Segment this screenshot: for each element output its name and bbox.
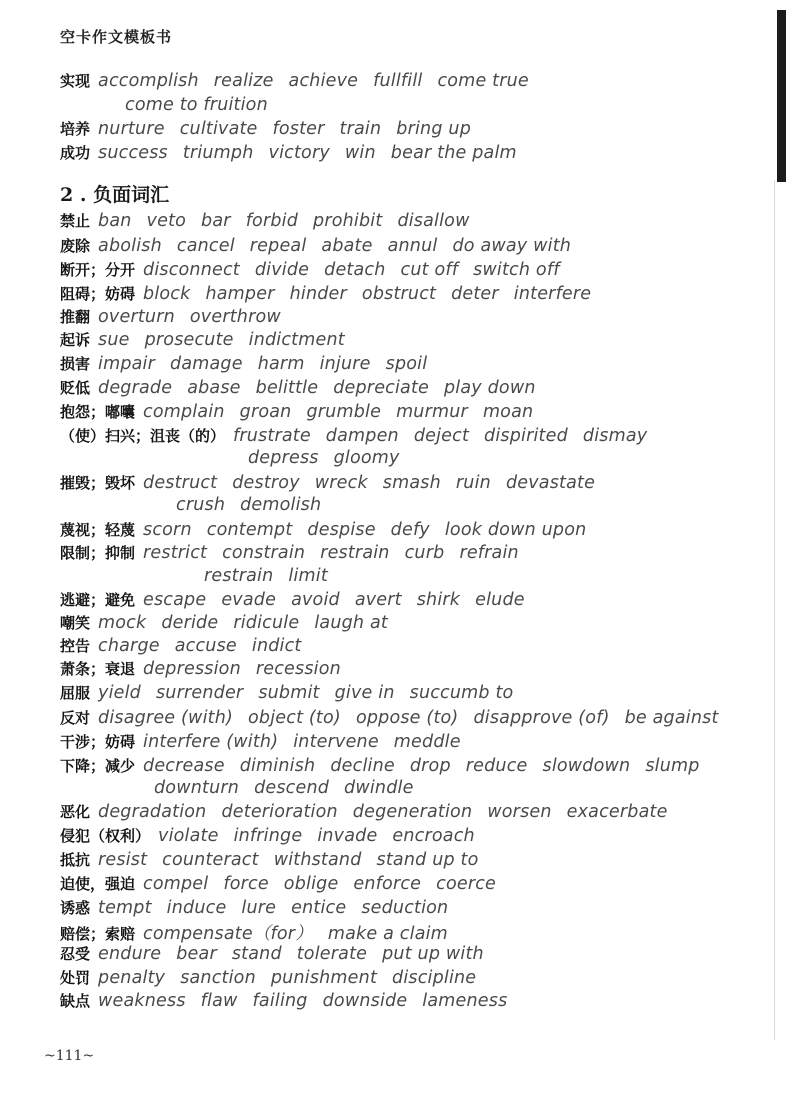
english-synonym: lure bbox=[241, 898, 277, 918]
vocab-entry bbox=[60, 755, 715, 776]
english-synonym: dampen bbox=[325, 426, 399, 446]
english-synonym: scorn bbox=[143, 520, 192, 540]
vocab-entry bbox=[60, 990, 522, 1011]
english-synonym: decline bbox=[330, 756, 395, 776]
entry-chinese-term: 诱惑 bbox=[60, 899, 91, 917]
english-synonym: violate bbox=[158, 826, 219, 846]
vocab-entry-continuation bbox=[125, 95, 283, 115]
page-edge-line bbox=[774, 180, 775, 1040]
english-synonym: slowdown bbox=[542, 756, 631, 776]
english-synonym: oblige bbox=[283, 874, 339, 894]
english-synonym: demolish bbox=[240, 495, 322, 515]
english-synonym: decrease bbox=[143, 756, 225, 776]
vocab-entry bbox=[60, 519, 601, 540]
english-synonym: abate bbox=[321, 236, 373, 256]
english-synonym: complain bbox=[143, 402, 225, 422]
english-synonym: dispirited bbox=[484, 426, 568, 446]
english-synonym: induce bbox=[166, 898, 227, 918]
vocab-entry bbox=[60, 635, 317, 656]
english-synonym: dismay bbox=[582, 426, 648, 446]
vocab-entry bbox=[60, 118, 486, 139]
entry-chinese-term: 恶化 bbox=[60, 803, 91, 821]
entry-chinese-term: 损害 bbox=[60, 355, 91, 373]
english-synonym: encroach bbox=[392, 826, 475, 846]
vocab-entry-continuation bbox=[176, 495, 336, 515]
english-synonym: invade bbox=[317, 826, 378, 846]
vocab-entry bbox=[60, 658, 356, 679]
english-synonym: slump bbox=[645, 756, 700, 776]
english-synonym: be against bbox=[624, 708, 719, 728]
vocab-entry bbox=[60, 801, 683, 822]
english-synonym: destruct bbox=[143, 473, 218, 493]
english-synonym: divide bbox=[254, 260, 310, 280]
entry-chinese-term: 推翻 bbox=[60, 308, 91, 326]
vocab-entry-continuation bbox=[204, 566, 343, 586]
english-synonym: destroy bbox=[232, 473, 300, 493]
entry-chinese-term: 阻碍；妨碍 bbox=[60, 285, 136, 303]
vocab-entry bbox=[60, 425, 662, 446]
english-synonym: look down upon bbox=[444, 520, 587, 540]
english-synonym: come true bbox=[437, 71, 529, 91]
vocab-entry bbox=[60, 472, 610, 493]
vocab-entry bbox=[60, 612, 403, 633]
english-synonym: disconnect bbox=[143, 260, 240, 280]
vocab-entry bbox=[60, 377, 551, 398]
english-synonym: punishment bbox=[270, 968, 378, 988]
vocab-entry bbox=[60, 235, 586, 256]
english-synonym: downside bbox=[322, 991, 408, 1011]
english-synonym: elude bbox=[475, 590, 525, 610]
vocab-entry bbox=[60, 682, 528, 703]
english-synonym: cut off bbox=[400, 260, 459, 280]
entry-chinese-term: 缺点 bbox=[60, 992, 91, 1010]
english-synonym: intervene bbox=[293, 732, 379, 752]
entry-chinese-term: 实现 bbox=[60, 72, 91, 90]
english-synonym: ban bbox=[98, 211, 132, 231]
english-synonym: deject bbox=[413, 426, 470, 446]
vocab-entry bbox=[60, 731, 476, 752]
vocab-entry-continuation bbox=[154, 778, 429, 798]
english-synonym: accuse bbox=[174, 636, 237, 656]
english-synonym: indict bbox=[251, 636, 302, 656]
english-synonym: object (to) bbox=[248, 708, 341, 728]
page-number: ~111~ bbox=[44, 1048, 95, 1064]
entry-chinese-term: 起诉 bbox=[60, 331, 91, 349]
english-synonym: foster bbox=[272, 119, 325, 139]
vocab-entry bbox=[60, 849, 494, 870]
english-synonym: nurture bbox=[98, 119, 165, 139]
english-synonym: cancel bbox=[176, 236, 235, 256]
english-synonym: downturn bbox=[154, 778, 240, 798]
english-synonym: disallow bbox=[397, 211, 470, 231]
english-synonym: diminish bbox=[239, 756, 316, 776]
english-synonym: degradation bbox=[98, 802, 207, 822]
english-synonym: abase bbox=[187, 378, 241, 398]
english-synonym: dwindle bbox=[344, 778, 414, 798]
english-synonym: sue bbox=[98, 330, 130, 350]
english-synonym: impair bbox=[98, 354, 156, 374]
page-edge-shadow bbox=[777, 10, 786, 182]
english-synonym: obstruct bbox=[361, 284, 437, 304]
english-synonym: exacerbate bbox=[566, 802, 668, 822]
english-synonym: avert bbox=[354, 590, 402, 610]
english-synonym: descend bbox=[254, 778, 330, 798]
english-synonym: interfere (with) bbox=[143, 732, 279, 752]
english-synonym: put up with bbox=[382, 944, 484, 964]
vocab-entry bbox=[60, 259, 575, 280]
english-synonym: gloomy bbox=[333, 448, 400, 468]
english-synonym: yield bbox=[98, 683, 141, 703]
english-synonym: constrain bbox=[222, 543, 306, 563]
english-synonym: worsen bbox=[487, 802, 552, 822]
english-synonym: overturn bbox=[98, 307, 175, 327]
english-synonym: give in bbox=[334, 683, 395, 703]
english-synonym: bear bbox=[176, 944, 217, 964]
book-header: 空卡作文模板书 bbox=[60, 28, 173, 46]
english-synonym: entice bbox=[291, 898, 347, 918]
entry-chinese-term: 限制；抑制 bbox=[60, 544, 136, 562]
english-synonym: laugh at bbox=[314, 613, 388, 633]
entry-chinese-term: 培养 bbox=[60, 120, 91, 138]
english-synonym: avoid bbox=[291, 590, 340, 610]
english-synonym: annul bbox=[387, 236, 438, 256]
entry-chinese-term: 干涉；妨碍 bbox=[60, 733, 136, 751]
english-synonym: stand up to bbox=[376, 850, 479, 870]
english-synonym: detach bbox=[324, 260, 386, 280]
english-synonym: switch off bbox=[473, 260, 560, 280]
english-synonym: degrade bbox=[98, 378, 173, 398]
entry-chinese-term: 废除 bbox=[60, 237, 91, 255]
english-synonym: succumb to bbox=[409, 683, 514, 703]
vocab-entry bbox=[60, 967, 491, 988]
english-synonym: weakness bbox=[98, 991, 186, 1011]
english-synonym: abolish bbox=[98, 236, 162, 256]
english-synonym: reduce bbox=[465, 756, 528, 776]
english-synonym: limit bbox=[288, 566, 328, 586]
vocab-entry bbox=[60, 210, 485, 231]
english-synonym: mock bbox=[98, 613, 147, 633]
english-synonym: endure bbox=[98, 944, 162, 964]
english-synonym: meddle bbox=[393, 732, 461, 752]
english-synonym: cultivate bbox=[179, 119, 258, 139]
english-synonym: restrain bbox=[320, 543, 390, 563]
english-synonym: realize bbox=[213, 71, 274, 91]
english-synonym: lameness bbox=[422, 991, 508, 1011]
english-synonym: disagree (with) bbox=[98, 708, 234, 728]
english-synonym: triumph bbox=[182, 143, 254, 163]
english-synonym: bar bbox=[201, 211, 231, 231]
english-synonym: disapprove (of) bbox=[473, 708, 610, 728]
english-synonym: depression bbox=[143, 659, 241, 679]
entry-chinese-term: 断开；分开 bbox=[60, 261, 136, 279]
english-synonym: penalty bbox=[98, 968, 166, 988]
vocab-entry bbox=[60, 542, 534, 563]
english-synonym: play down bbox=[444, 378, 536, 398]
english-synonym: oppose (to) bbox=[355, 708, 459, 728]
entry-chinese-term: 屈服 bbox=[60, 684, 91, 702]
entry-chinese-term: 逃避；避免 bbox=[60, 591, 136, 609]
english-synonym: resist bbox=[98, 850, 148, 870]
english-synonym: contempt bbox=[206, 520, 293, 540]
vocab-entry bbox=[60, 873, 511, 894]
english-synonym: achieve bbox=[288, 71, 359, 91]
english-synonym: make a claim bbox=[327, 924, 448, 944]
english-synonym: veto bbox=[146, 211, 187, 231]
english-synonym: harm bbox=[257, 354, 305, 374]
english-synonym: crush bbox=[176, 495, 226, 515]
english-synonym: bring up bbox=[396, 119, 472, 139]
english-synonym: do away with bbox=[452, 236, 572, 256]
english-synonym: indictment bbox=[248, 330, 345, 350]
english-synonym: compel bbox=[143, 874, 209, 894]
english-synonym: grumble bbox=[306, 402, 382, 422]
english-synonym: interfere bbox=[513, 284, 592, 304]
english-synonym: train bbox=[339, 119, 382, 139]
english-synonym: enforce bbox=[353, 874, 422, 894]
entry-chinese-term: （使）扫兴；沮丧（的） bbox=[60, 427, 226, 445]
english-synonym: frustrate bbox=[233, 426, 311, 446]
entry-chinese-term: 抵抗 bbox=[60, 851, 91, 869]
english-synonym: moan bbox=[482, 402, 534, 422]
english-synonym: ruin bbox=[455, 473, 491, 493]
english-synonym: depreciate bbox=[333, 378, 429, 398]
entry-chinese-term: 处罚 bbox=[60, 969, 91, 987]
entry-chinese-term: 嘲笑 bbox=[60, 614, 91, 632]
english-synonym: escape bbox=[143, 590, 207, 610]
english-synonym: prohibit bbox=[313, 211, 383, 231]
english-synonym: accomplish bbox=[98, 71, 199, 91]
vocab-entry bbox=[60, 142, 532, 163]
english-synonym: failing bbox=[252, 991, 308, 1011]
entry-chinese-term: 下降；减少 bbox=[60, 757, 136, 775]
english-synonym: submit bbox=[258, 683, 320, 703]
english-synonym: infringe bbox=[233, 826, 303, 846]
vocab-entry bbox=[60, 329, 360, 350]
english-synonym: win bbox=[344, 143, 376, 163]
vocab-entry bbox=[60, 283, 606, 304]
english-synonym: block bbox=[143, 284, 191, 304]
english-synonym: come to fruition bbox=[125, 95, 268, 115]
english-synonym: murmur bbox=[396, 402, 468, 422]
english-synonym: fullfill bbox=[373, 71, 423, 91]
vocab-entry bbox=[60, 70, 544, 91]
entry-chinese-term: 控告 bbox=[60, 637, 91, 655]
english-synonym: ridicule bbox=[233, 613, 300, 633]
english-synonym: victory bbox=[268, 143, 330, 163]
entry-chinese-term: 忍受 bbox=[60, 945, 91, 963]
entry-chinese-term: 侵犯（权利） bbox=[60, 827, 151, 845]
english-synonym: hinder bbox=[289, 284, 347, 304]
english-synonym: spoil bbox=[385, 354, 428, 374]
english-synonym: seduction bbox=[361, 898, 449, 918]
english-synonym: hamper bbox=[205, 284, 275, 304]
english-synonym: smash bbox=[382, 473, 441, 493]
entry-chinese-term: 贬低 bbox=[60, 379, 91, 397]
entry-chinese-term: 蔑视；轻蔑 bbox=[60, 521, 136, 539]
english-synonym: damage bbox=[170, 354, 243, 374]
english-synonym: restrain bbox=[204, 566, 274, 586]
entry-chinese-term: 迫使，强迫 bbox=[60, 875, 136, 893]
english-synonym: force bbox=[223, 874, 269, 894]
english-synonym: charge bbox=[98, 636, 160, 656]
english-synonym: recession bbox=[255, 659, 341, 679]
english-synonym: success bbox=[98, 143, 168, 163]
entry-chinese-term: 摧毁；毁坏 bbox=[60, 474, 136, 492]
english-synonym: refrain bbox=[459, 543, 519, 563]
english-synonym: deride bbox=[161, 613, 219, 633]
english-synonym: curb bbox=[404, 543, 445, 563]
english-synonym: drop bbox=[409, 756, 451, 776]
english-synonym: surrender bbox=[155, 683, 244, 703]
english-synonym: discipline bbox=[392, 968, 477, 988]
vocab-entry bbox=[60, 589, 540, 610]
english-synonym: tempt bbox=[98, 898, 152, 918]
entry-chinese-term: 禁止 bbox=[60, 212, 91, 230]
english-synonym: coerce bbox=[436, 874, 497, 894]
entry-chinese-term: 反对 bbox=[60, 709, 91, 727]
english-synonym: flaw bbox=[200, 991, 238, 1011]
vocab-entry bbox=[60, 920, 463, 945]
entry-chinese-term: 抱怨；嘟囔 bbox=[60, 403, 136, 421]
english-synonym: despise bbox=[307, 520, 376, 540]
english-synonym: forbid bbox=[245, 211, 299, 231]
english-synonym: restrict bbox=[143, 543, 208, 563]
english-synonym: bear the palm bbox=[390, 143, 517, 163]
entry-chinese-term: 成功 bbox=[60, 144, 91, 162]
english-synonym: devastate bbox=[505, 473, 596, 493]
english-synonym: evade bbox=[221, 590, 277, 610]
section-title: 2 . 负面词汇 bbox=[60, 184, 170, 206]
vocab-entry bbox=[60, 707, 734, 728]
english-synonym: compensate（for） bbox=[143, 924, 313, 944]
english-synonym: repeal bbox=[249, 236, 307, 256]
english-synonym: deter bbox=[451, 284, 499, 304]
english-synonym: stand bbox=[231, 944, 282, 964]
vocab-entry bbox=[60, 825, 490, 846]
english-synonym: prosecute bbox=[144, 330, 234, 350]
vocab-entry-continuation bbox=[248, 448, 415, 468]
vocab-entry bbox=[60, 401, 548, 422]
vocab-entry bbox=[60, 353, 442, 374]
english-synonym: degeneration bbox=[352, 802, 473, 822]
vocab-entry bbox=[60, 897, 463, 918]
english-synonym: depress bbox=[248, 448, 319, 468]
vocab-entry bbox=[60, 943, 499, 964]
english-synonym: shirk bbox=[416, 590, 461, 610]
english-synonym: counteract bbox=[162, 850, 259, 870]
english-synonym: wreck bbox=[314, 473, 368, 493]
english-synonym: deterioration bbox=[221, 802, 338, 822]
vocab-entry bbox=[60, 306, 296, 327]
english-synonym: overthrow bbox=[189, 307, 281, 327]
english-synonym: injure bbox=[319, 354, 371, 374]
english-synonym: sanction bbox=[180, 968, 256, 988]
english-synonym: tolerate bbox=[296, 944, 368, 964]
english-synonym: defy bbox=[390, 520, 430, 540]
entry-chinese-term: 萧条；衰退 bbox=[60, 660, 136, 678]
english-synonym: groan bbox=[239, 402, 292, 422]
english-synonym: withstand bbox=[273, 850, 362, 870]
english-synonym: belittle bbox=[255, 378, 319, 398]
entry-chinese-term: 赔偿；索赔 bbox=[60, 925, 136, 943]
